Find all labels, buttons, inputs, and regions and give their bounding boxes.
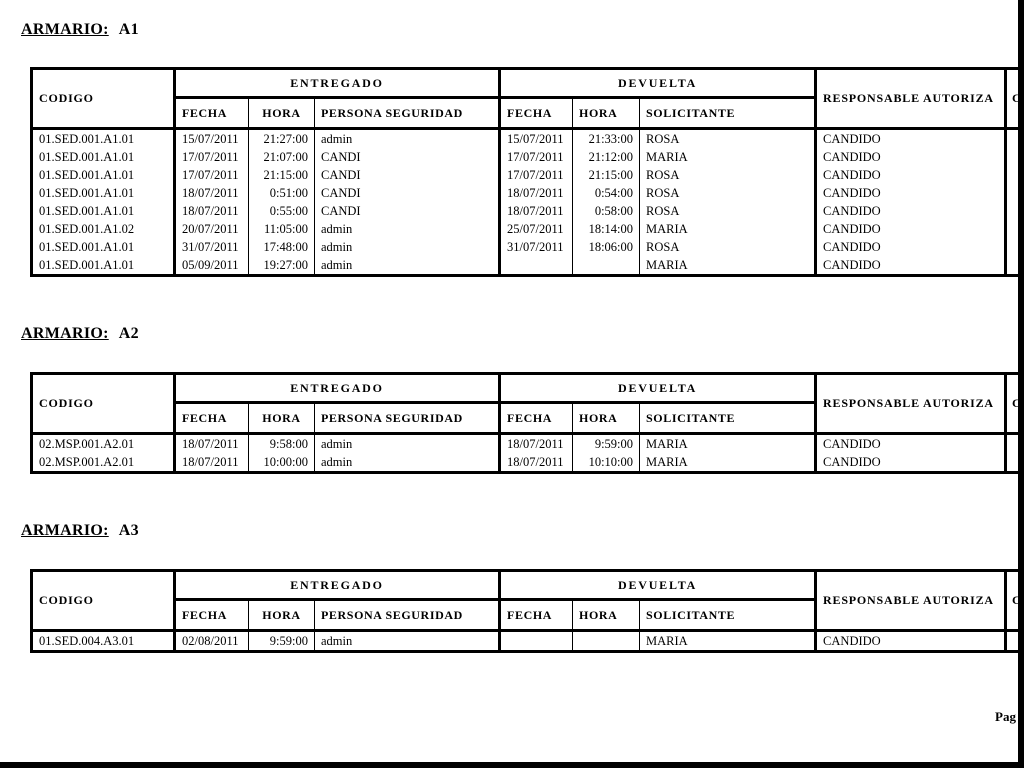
cell-codigo: 01.SED.001.A1.01 <box>32 148 175 166</box>
cell-responsable: CANDIDO <box>816 184 1006 202</box>
cell-devuelta-fecha <box>500 256 573 276</box>
cell-solicitante: ROSA <box>640 202 816 220</box>
cell-codigo: 01.SED.001.A1.01 <box>32 238 175 256</box>
cell-entregado-fecha: 17/07/2011 <box>175 148 249 166</box>
cell-devuelta-hora: 21:33:00 <box>573 129 640 149</box>
table-row <box>32 220 1024 238</box>
cell-cut <box>1006 129 1024 149</box>
header-entregado: ENTREGADO <box>175 571 500 600</box>
report-table-a3 <box>30 569 1024 653</box>
header-entregado: ENTREGADO <box>175 69 500 98</box>
cell-devuelta-fecha: 18/07/2011 <box>500 434 573 454</box>
cell-devuelta-fecha: 17/07/2011 <box>500 166 573 184</box>
cell-codigo: 01.SED.001.A1.01 <box>32 166 175 184</box>
header-solicitante: SOLICITANTE <box>640 600 816 631</box>
cell-entregado-hora: 9:59:00 <box>249 631 315 652</box>
cell-devuelta-hora: 10:10:00 <box>573 453 640 473</box>
cell-entregado-hora: 10:00:00 <box>249 453 315 473</box>
header-hora: HORA <box>573 403 640 434</box>
header-hora: HORA <box>249 98 315 129</box>
table-row <box>32 453 1024 473</box>
cell-responsable: CANDIDO <box>816 129 1006 149</box>
header-cut: C <box>1006 571 1024 631</box>
header-responsable: RESPONSABLE AUTORIZA <box>816 374 1006 434</box>
header-hora: HORA <box>249 403 315 434</box>
header-responsable: RESPONSABLE AUTORIZA <box>816 69 1006 129</box>
cell-entregado-hora: 19:27:00 <box>249 256 315 276</box>
cell-entregado-fecha: 17/07/2011 <box>175 166 249 184</box>
cell-responsable: CANDIDO <box>816 220 1006 238</box>
table-row <box>32 129 1024 149</box>
cell-devuelta-hora: 0:54:00 <box>573 184 640 202</box>
cell-codigo: 01.SED.001.A1.01 <box>32 184 175 202</box>
cell-cut <box>1006 202 1024 220</box>
header-cut: C <box>1006 69 1024 129</box>
cell-entregado-hora: 21:15:00 <box>249 166 315 184</box>
cell-solicitante: MARIA <box>640 453 816 473</box>
cell-codigo: 01.SED.001.A1.02 <box>32 220 175 238</box>
section-title-a1 <box>21 21 139 39</box>
header-persona: PERSONA SEGURIDAD <box>315 403 500 434</box>
section-value: A2 <box>118 325 139 342</box>
cell-cut <box>1006 631 1024 652</box>
cell-solicitante: ROSA <box>640 166 816 184</box>
cell-entregado-hora: 21:07:00 <box>249 148 315 166</box>
cell-entregado-fecha: 05/09/2011 <box>175 256 249 276</box>
table-row <box>32 238 1024 256</box>
cell-persona-seguridad: CANDI <box>315 202 500 220</box>
header-responsable: RESPONSABLE AUTORIZA <box>816 571 1006 631</box>
cell-devuelta-hora: 21:15:00 <box>573 166 640 184</box>
cell-devuelta-fecha: 18/07/2011 <box>500 202 573 220</box>
header-cut: C <box>1006 374 1024 434</box>
section-title-a2 <box>21 325 139 343</box>
cell-entregado-fecha: 18/07/2011 <box>175 434 249 454</box>
cell-responsable: CANDIDO <box>816 256 1006 276</box>
cell-codigo: 02.MSP.001.A2.01 <box>32 434 175 454</box>
table-row <box>32 202 1024 220</box>
cell-entregado-fecha: 02/08/2011 <box>175 631 249 652</box>
header-devuelta: DEVUELTA <box>500 69 816 98</box>
header-persona: PERSONA SEGURIDAD <box>315 98 500 129</box>
report-table-a2 <box>30 372 1024 474</box>
cell-entregado-fecha: 18/07/2011 <box>175 453 249 473</box>
section-label: ARMARIO: <box>21 522 109 539</box>
cell-entregado-hora: 0:55:00 <box>249 202 315 220</box>
cell-persona-seguridad: admin <box>315 453 500 473</box>
page-number-label: Pag <box>995 709 1016 724</box>
cell-devuelta-fecha: 15/07/2011 <box>500 129 573 149</box>
header-codigo: CODIGO <box>32 69 175 129</box>
cell-persona-seguridad: admin <box>315 256 500 276</box>
cell-entregado-hora: 9:58:00 <box>249 434 315 454</box>
cell-devuelta-hora: 9:59:00 <box>573 434 640 454</box>
cell-persona-seguridad: CANDI <box>315 166 500 184</box>
cell-persona-seguridad: admin <box>315 631 500 652</box>
header-hora: HORA <box>249 600 315 631</box>
header-fecha: FECHA <box>500 600 573 631</box>
cell-cut <box>1006 220 1024 238</box>
cell-solicitante: MARIA <box>640 434 816 454</box>
cell-persona-seguridad: CANDI <box>315 184 500 202</box>
cell-devuelta-hora: 18:14:00 <box>573 220 640 238</box>
header-fecha: FECHA <box>175 98 249 129</box>
cell-solicitante: ROSA <box>640 184 816 202</box>
table-row <box>32 148 1024 166</box>
table-row <box>32 184 1024 202</box>
header-fecha: FECHA <box>500 403 573 434</box>
table-row <box>32 166 1024 184</box>
cell-devuelta-hora: 18:06:00 <box>573 238 640 256</box>
section-title-a3 <box>21 522 139 540</box>
cell-cut <box>1006 434 1024 454</box>
section-label: ARMARIO: <box>21 21 109 38</box>
table-row <box>32 256 1024 276</box>
cell-devuelta-fecha: 18/07/2011 <box>500 184 573 202</box>
cell-devuelta-hora: 21:12:00 <box>573 148 640 166</box>
header-fecha: FECHA <box>175 403 249 434</box>
cell-entregado-hora: 0:51:00 <box>249 184 315 202</box>
header-devuelta: DEVUELTA <box>500 374 816 403</box>
cell-devuelta-hora: 0:58:00 <box>573 202 640 220</box>
cell-entregado-fecha: 20/07/2011 <box>175 220 249 238</box>
cell-solicitante: MARIA <box>640 148 816 166</box>
cell-entregado-fecha: 18/07/2011 <box>175 184 249 202</box>
cell-codigo: 01.SED.004.A3.01 <box>32 631 175 652</box>
cell-solicitante: ROSA <box>640 238 816 256</box>
cell-devuelta-fecha: 18/07/2011 <box>500 453 573 473</box>
header-solicitante: SOLICITANTE <box>640 403 816 434</box>
cell-solicitante: MARIA <box>640 256 816 276</box>
cell-responsable: CANDIDO <box>816 148 1006 166</box>
cell-cut <box>1006 184 1024 202</box>
cell-solicitante: MARIA <box>640 220 816 238</box>
cell-solicitante: ROSA <box>640 129 816 149</box>
cell-devuelta-fecha: 31/07/2011 <box>500 238 573 256</box>
cell-persona-seguridad: admin <box>315 220 500 238</box>
cell-entregado-fecha: 15/07/2011 <box>175 129 249 149</box>
cell-persona-seguridad: admin <box>315 129 500 149</box>
cell-responsable: CANDIDO <box>816 166 1006 184</box>
cell-cut <box>1006 238 1024 256</box>
cell-entregado-hora: 21:27:00 <box>249 129 315 149</box>
table-row <box>32 631 1024 652</box>
section-value: A3 <box>118 522 139 539</box>
cell-devuelta-fecha: 25/07/2011 <box>500 220 573 238</box>
cell-entregado-hora: 11:05:00 <box>249 220 315 238</box>
report-table-a1 <box>30 67 1024 277</box>
cell-entregado-fecha: 18/07/2011 <box>175 202 249 220</box>
cell-codigo: 02.MSP.001.A2.01 <box>32 453 175 473</box>
cell-codigo: 01.SED.001.A1.01 <box>32 202 175 220</box>
cell-persona-seguridad: admin <box>315 238 500 256</box>
table-row <box>32 434 1024 454</box>
cell-entregado-hora: 17:48:00 <box>249 238 315 256</box>
cell-responsable: CANDIDO <box>816 202 1006 220</box>
header-devuelta: DEVUELTA <box>500 571 816 600</box>
header-codigo: CODIGO <box>32 374 175 434</box>
cell-responsable: CANDIDO <box>816 631 1006 652</box>
section-label: ARMARIO: <box>21 325 109 342</box>
cell-responsable: CANDIDO <box>816 453 1006 473</box>
header-fecha: FECHA <box>175 600 249 631</box>
header-fecha: FECHA <box>500 98 573 129</box>
cell-devuelta-hora <box>573 631 640 652</box>
cell-entregado-fecha: 31/07/2011 <box>175 238 249 256</box>
header-hora: HORA <box>573 600 640 631</box>
section-value: A1 <box>118 21 139 38</box>
cell-cut <box>1006 453 1024 473</box>
cell-solicitante: MARIA <box>640 631 816 652</box>
cell-devuelta-fecha: 17/07/2011 <box>500 148 573 166</box>
cell-codigo: 01.SED.001.A1.01 <box>32 129 175 149</box>
cell-cut <box>1006 148 1024 166</box>
cell-persona-seguridad: CANDI <box>315 148 500 166</box>
header-persona: PERSONA SEGURIDAD <box>315 600 500 631</box>
cell-devuelta-fecha <box>500 631 573 652</box>
header-hora: HORA <box>573 98 640 129</box>
header-codigo: CODIGO <box>32 571 175 631</box>
cell-responsable: CANDIDO <box>816 238 1006 256</box>
header-solicitante: SOLICITANTE <box>640 98 816 129</box>
cell-codigo: 01.SED.001.A1.01 <box>32 256 175 276</box>
cell-devuelta-hora <box>573 256 640 276</box>
cell-cut <box>1006 256 1024 276</box>
header-entregado: ENTREGADO <box>175 374 500 403</box>
cell-persona-seguridad: admin <box>315 434 500 454</box>
cell-responsable: CANDIDO <box>816 434 1006 454</box>
page-edge-bottom <box>0 762 1024 768</box>
cell-cut <box>1006 166 1024 184</box>
